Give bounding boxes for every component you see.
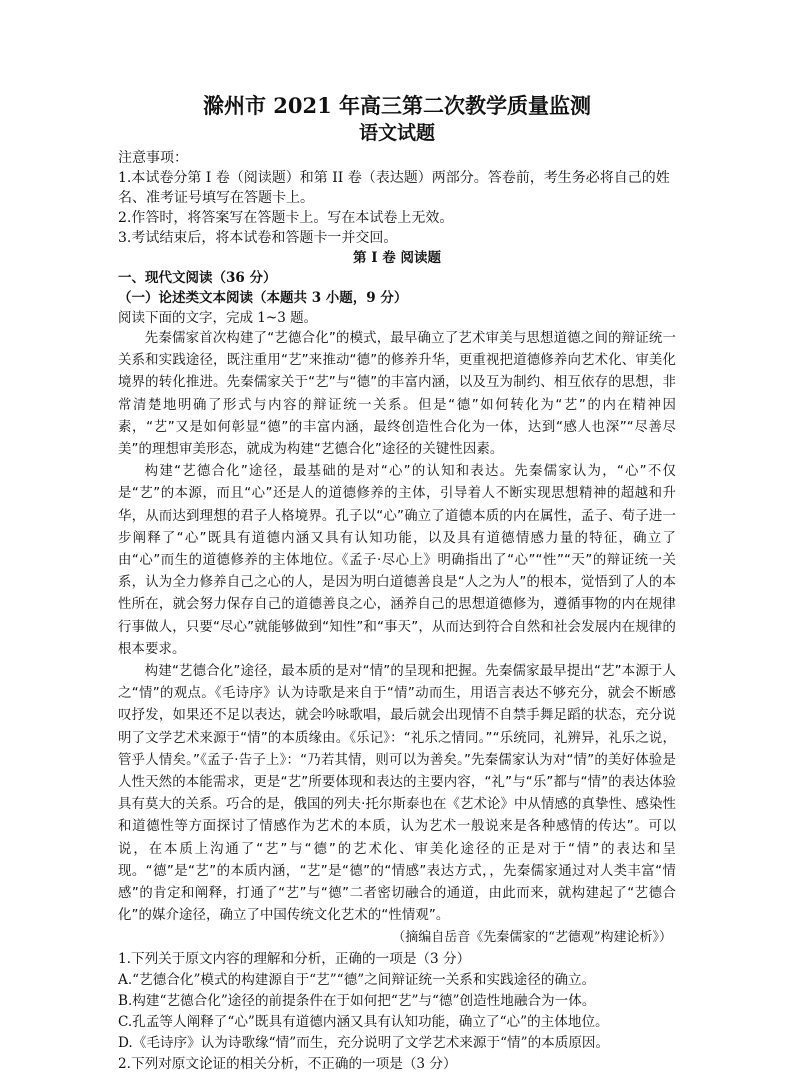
volume-title: 第 I 卷 阅读题 [353,250,441,266]
passage-paragraph-3: 构建“艺德合化”途径，最本质的是对“情”的呈现和把握。先秦儒家最早提出“艺”本源于人之“情”的观点。《毛诗序》认为诗歌是来自于“情”动而生，用语言表达不够充分，就会不断感叹抒发，如果还不足以表达，就会吟咏歌唱，最后就会出现情不自禁手舞足蹈的状态，充分说明了文学艺术来源于“情”的本质缘由。《乐记》：“礼乐之情同。”“乐统同，礼辨异，礼乐之说，管乎人情矣。”《孟子·告子上》：“乃若其情，则可以为善矣。”先秦儒家认为对“情”的美好体验是人性天然的本能需求，更是“艺”所要体现和表达的主要内容，“礼”与“乐”都与“情”的表达体验具有莫大的关系。巧合的是，俄国的列夫·托尔斯泰也在《艺术论》中从情感的真挚性、感染性和道德性等方面探讨了情感作为艺术的本质，认为艺术一般说来是各种感情的传达”。可以说，在本质上沟通了“艺”与“德”的艺术化、审美化途径的正是对于“情”的表达和呈现。“德”是“艺”的本质内涵，“艺”是“德”的“情感”表达方式，，先秦儒家通过对人类丰富“情感”的肯定和阐释，打通了“艺”与“德”二者密切融合的通道，由此而来，就构建起了“艺德合化”的媒介途径，确立了中国传统文化艺术的“性情观”。 [118,664,676,924]
question-1-stem: 1.下列关于原文内容的理解和分析，正确的一项是（3 分） [118,951,471,968]
passage-paragraph-1: 先秦儒家首次构建了“艺德合化”的模式，最早确立了艺术审美与思想道德之间的辩证统一关系和实践途径，既注重用“艺”来推动“德”的修养升华，更重视把道德修养向艺术化、审美化境界的转化推进。先秦儒家关于“艺”与“德”的丰富内涵，以及互为制约、相互依存的思想，非常清楚地明确了形式与内容的辩证统一关系。但是“德”如何转化为“艺”的内在精神因素，“艺”又是如何彰显“德”的丰富内涵，最终创造性合化为一体，达到“感人也深”“尽善尽美”的理想审美形态，就成为构建“艺德合化”途径的关键性因素。 [118,331,676,458]
notes-item-2: 2.作答时，将答案写在答题卡上。写在本试卷上无效。 [118,210,454,226]
reading-instruction: 阅读下面的文字，完成 1~3 题。 [118,310,318,326]
question-1-option-c: C.孔孟等人阐释了“心”既具有道德内涵又具有认知功能，确立了“心”的主体地位。 [118,1014,609,1031]
question-1-option-d: D.《毛诗序》认为诗歌缘“情”而生，充分说明了文学艺术来源于“情”的本质原因。 [118,1035,610,1052]
notes-item-1: 1.本试卷分第 I 卷（阅读题）和第 II 卷（表达题）两部分。答卷前，考生务必将自己的姓名、准考证号填写在答题卡上。 [118,170,670,206]
question-2-stem: 2.下列对原文论证的相关分析，不正确的一项是（3 分） [118,1056,457,1073]
notes-heading: 注意事项： [118,150,188,166]
notes-item-3: 3.考试结束后，将本试卷和答题卡一并交回。 [118,230,398,246]
notes-block [118,148,676,248]
section-title: 一、现代文阅读（36 分） [118,270,277,286]
subsection-title: （一）论述类文本阅读（本题共 3 小题，9 分） [118,290,408,306]
questions [118,949,676,1075]
passage-source: （摘编自岳音《先秦儒家的“艺德观”构建论析》） [392,930,672,946]
exam-subtitle: 语文试题 [358,122,435,144]
passage-paragraph-2: 构建“艺德合化”途径，最基础的是对“心”的认知和表达。先秦儒家认为，“心”不仅是“艺”的本源，而且“心”还是人的道德修养的主体，引导着人不断实现思想精神的超越和升华，从而达到理想的君子人格境界。孔子以“心”确立了道德本质的内在属性，孟子、荀子进一步阐释了“心”既具有道德内涵又具有认知功能，以及具有道德情感力量的特征，确立了由“心”而生的道德修养的主体地位。《孟子·尽心上》明确指出了“心”“性”“天”的辩证统一关系，认为全力修养自己之心的人，是因为明白道德善良是“人之为人”的根本，觉悟到了人的本性所在，就会努力保存自己的道德善良之心，涵养自己的思想道德修为，遵循事物的内在规律行事做人，只要“尽心”就能够做到“知性”和“事天”，从而达到符合自然和社会发展内在规律的根本要求。 [118,464,676,657]
question-1-option-a: A.“艺德合化”模式的构建源自于“艺”“德”之间辩证统一关系和实践途径的确立。 [118,972,596,989]
question-1-option-b: B.构建“艺德合化”途径的前提条件在于如何把“艺”与“德”创造性地融合为一体。 [118,993,596,1010]
passage [118,328,676,927]
exam-title: 滁州市 2021 年高三第二次教学质量监测 [202,93,592,118]
